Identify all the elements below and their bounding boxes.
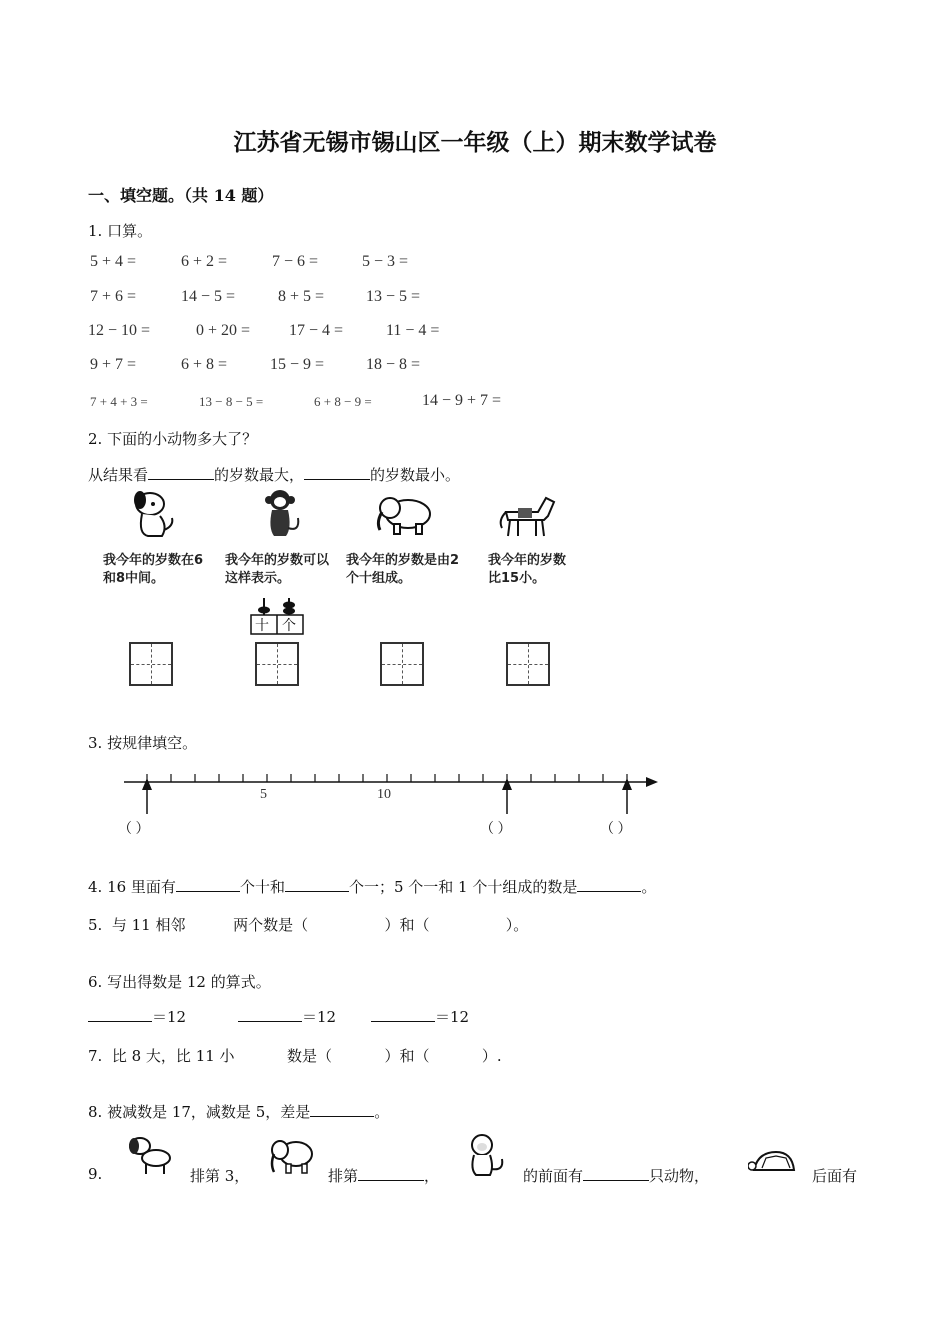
q8-line xyxy=(88,1101,389,1122)
number-line-pointer-head xyxy=(502,778,512,790)
q1-expression: 0 + 20 = xyxy=(196,322,251,339)
panel-monkey-text: 我今年的岁数可以这样表示。 xyxy=(225,553,330,586)
q8-blank[interactable] xyxy=(310,1102,374,1117)
q5-line: 5. 与 11 相邻 两个数是（ ）和（ ）。 xyxy=(88,916,529,934)
q6-eq-1 xyxy=(88,1006,186,1027)
answer-box-monkey[interactable] xyxy=(255,642,299,686)
q1-expression: 7 + 6 = xyxy=(90,288,137,305)
q1-expression: 17 − 4 = xyxy=(289,322,344,339)
q1-expression: 6 + 2 = xyxy=(181,253,228,270)
q6-blank-1[interactable] xyxy=(88,1007,152,1022)
q1-expression: 14 − 9 + 7 = xyxy=(422,392,502,409)
q2-text-b: 的岁数最大， xyxy=(214,466,305,484)
q6-blank-2[interactable] xyxy=(238,1007,302,1022)
q4-text-a: 4. 16 里面有 xyxy=(88,878,176,896)
answer-box-dog[interactable] xyxy=(129,642,173,686)
q4-text-d: 。 xyxy=(641,878,657,896)
q1-expression: 12 − 10 = xyxy=(88,322,151,339)
q6-eq-2 xyxy=(238,1006,336,1027)
q2-label: 2. 下面的小动物多大了？ xyxy=(88,430,258,448)
q3-answer-3[interactable]: （ ） xyxy=(600,822,632,837)
q4-blank-tens[interactable] xyxy=(176,877,240,892)
number-line-pointer-head xyxy=(142,778,152,790)
monkey-icon xyxy=(464,1133,508,1177)
q1-expression: 13 − 5 = xyxy=(366,288,421,305)
q1-expression: 6 + 8 = xyxy=(181,356,228,373)
q2-blank-oldest[interactable] xyxy=(148,465,214,480)
q3-answer-1[interactable]: （ ） xyxy=(118,822,150,837)
q3-answer-2[interactable]: （ ） xyxy=(480,822,512,837)
panel-dog-text: 我今年的岁数在6和8中间。 xyxy=(103,553,204,586)
q1-expression: 8 + 5 = xyxy=(278,288,325,305)
q9-text-e: 只动物， xyxy=(649,1167,710,1185)
q9-text-a: 排第 3， xyxy=(190,1167,250,1185)
answer-box-elephant[interactable] xyxy=(380,642,424,686)
q9-blank-count[interactable] xyxy=(583,1166,649,1181)
tick-label-5: 5 xyxy=(260,787,267,802)
q1-expression: 13 − 8 − 5 = xyxy=(199,394,264,409)
panel-horse-text: 我今年的岁数比15小。 xyxy=(488,553,567,586)
page-title: 江苏省无锡市锡山区一年级（上）期末数学试卷 xyxy=(233,129,717,156)
q4-blank-number[interactable] xyxy=(577,877,641,892)
dog-icon xyxy=(128,490,180,540)
q4-text-c: 个一；5 个一和 1 个十组成的数是 xyxy=(348,878,578,896)
monkey-icon xyxy=(258,488,304,540)
q1-expression: 5 + 4 = xyxy=(90,253,137,270)
q9-line-b xyxy=(328,1165,439,1186)
q1-expression: 7 + 4 + 3 = xyxy=(90,394,148,409)
q6-eq-text-2: ＝12 xyxy=(302,1008,337,1026)
q4-line xyxy=(88,876,656,897)
turtle-icon xyxy=(748,1148,798,1176)
q9-number: 9. xyxy=(88,1165,103,1183)
q9-text-b: 排第 xyxy=(328,1167,359,1185)
q6-eq-text-1: ＝12 xyxy=(152,1008,187,1026)
q9-blank-rank[interactable] xyxy=(358,1166,424,1181)
q6-eq-text-3: ＝12 xyxy=(435,1008,470,1026)
q2-text-a: 从结果看 xyxy=(88,466,149,484)
number-line xyxy=(118,768,666,818)
q8-text-a: 8. 被减数是 17，减数是 5，差是 xyxy=(88,1103,311,1121)
q6-label: 6. 写出得数是 12 的算式。 xyxy=(88,973,271,991)
dog-icon xyxy=(126,1134,174,1176)
number-line-arrowhead xyxy=(646,777,658,787)
q2-blank-youngest[interactable] xyxy=(304,465,370,480)
tick-label-10: 10 xyxy=(377,787,391,802)
abacus-tens-label: 十 xyxy=(255,618,269,634)
q1-expression: 18 − 8 = xyxy=(366,356,421,373)
q9-line-d xyxy=(523,1165,709,1186)
q4-text-b: 个十和 xyxy=(239,878,285,896)
answer-box-horse[interactable] xyxy=(506,642,550,686)
q9-text-c: ， xyxy=(424,1167,440,1185)
horse-icon xyxy=(496,490,558,540)
elephant-icon xyxy=(268,1136,314,1176)
elephant-icon xyxy=(372,492,434,538)
q1-expression: 7 − 6 = xyxy=(272,253,319,270)
q8-text-b: 。 xyxy=(374,1103,390,1121)
q1-expression: 9 + 7 = xyxy=(90,356,137,373)
section-heading: 一、填空题。（共 14 题） xyxy=(88,186,274,205)
q7-line: 7. 比 8 大，比 11 小 数是（ ）和（ ）. xyxy=(88,1047,502,1065)
q1-expression: 5 − 3 = xyxy=(362,253,409,270)
q1-expression: 15 − 9 = xyxy=(270,356,325,373)
q4-blank-ones[interactable] xyxy=(285,877,349,892)
panel-elephant-text: 我今年的岁数是由2个十组成。 xyxy=(346,553,460,586)
q3-label: 3. 按规律填空。 xyxy=(88,734,198,752)
q2-text-c: 的岁数最小。 xyxy=(370,466,461,484)
q2-answer-line xyxy=(88,464,460,485)
q9-text-f: 后面有 xyxy=(812,1167,858,1185)
number-line-pointer-head xyxy=(622,778,632,790)
q1-expression: 11 − 4 = xyxy=(386,322,440,339)
abacus-ones-label: 个 xyxy=(282,618,296,634)
q1-label: 1. 口算。 xyxy=(88,222,153,240)
q6-eq-3 xyxy=(371,1006,469,1027)
q1-expression: 14 − 5 = xyxy=(181,288,236,305)
q6-blank-3[interactable] xyxy=(371,1007,435,1022)
q1-expression: 6 + 8 − 9 = xyxy=(314,394,372,409)
q9-text-d: 的前面有 xyxy=(523,1167,584,1185)
